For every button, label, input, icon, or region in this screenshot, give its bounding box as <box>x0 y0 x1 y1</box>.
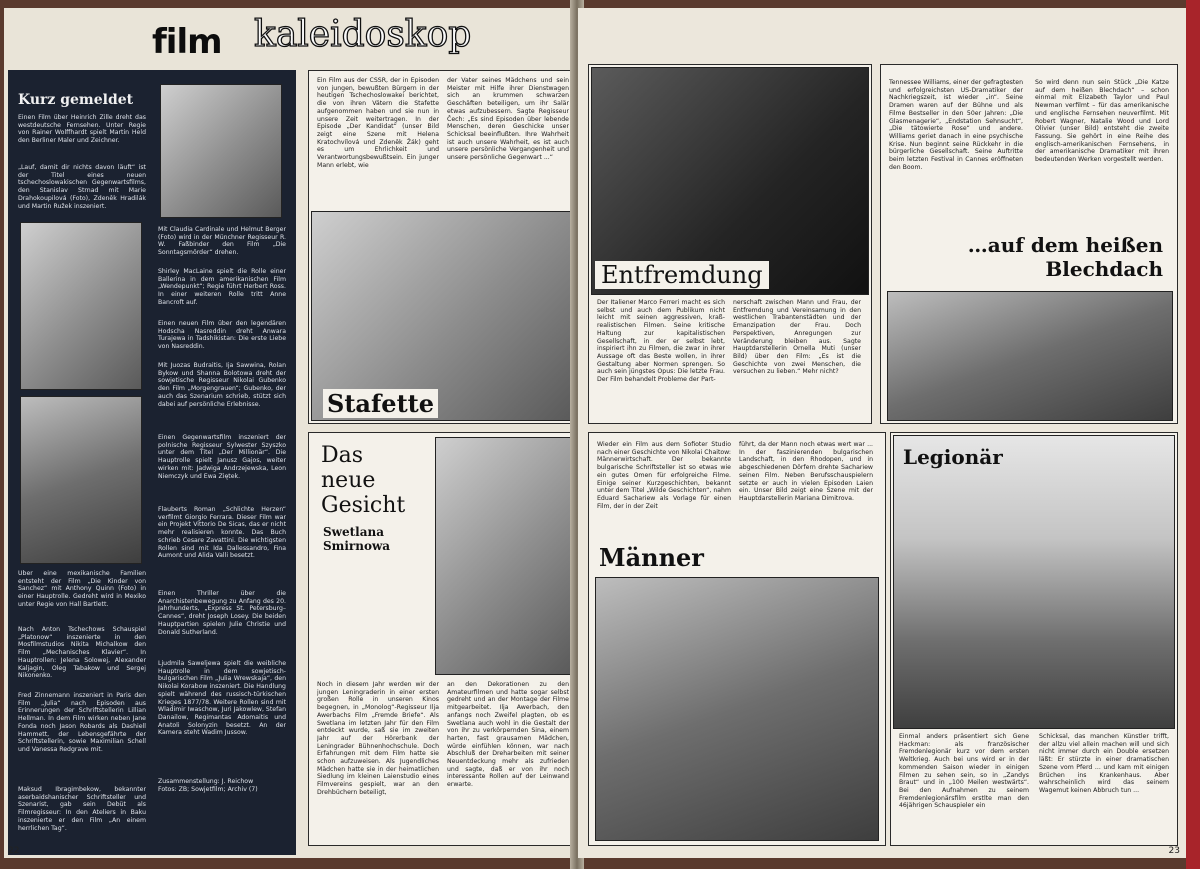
stafette-text-2: der Vater seines Mädchens und sein Meister mit Hilfe ihrer Dienstwagen sich an krummen schwarzen Geschäften beteiligen, um ihr Salär etwas aufzubessern. Sagte Regisseur Čech: „Es sind Episoden über lebende Menschen, deren Geschicke unser Schicksal beeinflußten. Ihre Wahrheit ist auch unsere Wahrheit, es ist auch unsere persönliche Vergangenheit und unsere persönliche Gegenwart ...“ <box>447 77 569 162</box>
kurz-gemeldet-heading: Kurz gemeldet <box>18 92 134 108</box>
maenner-heading: Männer <box>599 543 704 572</box>
blechdach-article <box>880 64 1178 424</box>
neues-gesicht-subheading <box>323 525 390 553</box>
photo-drahokoupilova <box>20 222 142 390</box>
blechdach-text-2: So wird denn nun sein Stück „Die Katze auf dem heißen Blechdach“ – schon einmal mit Elizabeth Taylor und Paul Newman verfilmt – für das amerikanische und englische Fernsehen neuverfilmt. Mit Robert Wagner, Natalie Wood und Lord Olivier (unser Bild) entsteht die zweite Fassung. Sie gehört in eine Reihe des englisch-amerikanischen Fernsehens, in der amerikanische Dramatiker mit ihren bedeutenden Werken vorgestellt werden. <box>1035 79 1169 164</box>
neues-gesicht-line-1: Das <box>321 443 364 468</box>
kurz-text-maclaine: Shirley MacLaine spielt die Rolle einer Ballerina in dem amerikanischen Film „Wendepunkt“; Regie führt Herbert Ross. In einer weiteren Rolle tritt Anne Bancroft auf. <box>158 268 286 306</box>
blechdach-heading <box>968 233 1163 281</box>
photo-helmut-berger <box>160 84 282 218</box>
neues-gesicht-line-2: neue <box>321 468 376 493</box>
photo-anthony-quinn <box>20 396 142 564</box>
entfremdung-text-1: Der Italiener Marco Ferreri macht es sich selbst und auch dem Publikum nicht leicht mit seinen aggressiven, kraß-realistischen Filmen. Seine kritische Haltung zur kapitalistischen Gesellschaft, in der er selbst lebt, inspiriert ihn zu Filmen, die zwar in ihrer Aussage oft das Beste wollen, in ihrer Gestaltung aber Normen sprengen. So auch sein jüngstes Opus: Die letzte Frau. Der Film behandelt Probleme der Part- <box>597 299 725 384</box>
legionaer-text-2: Schicksal, das manchen Künstler trifft, der allzu viel allein machen will und sich nicht immer durch ein Double ersetzen läßt: Er stürzte in einer dramatischen Szene vom Pferd ... und kam mit einigen Brüchen ins Krankenhaus. Aber wahrscheinlich wird das seinem Wagemut keinen Abbruch tun ... <box>1039 733 1169 794</box>
neues-gesicht-heading <box>321 443 405 518</box>
maenner-text-1: Wieder ein Film aus dem Sofioter Studio nach einer Geschichte von Nikolai Chaitow: Männerwirtschaft. Der bekannte bulgarische Schriftsteller ist so etwas wie ein gutes Omen für erfolgreiche Filme. Einige seiner Kurzgeschichten, bekannt unter dem Titel „Wilde Geschichten“, nahm Eduard Sachariew als Vorlage für einen Film, der in der Zeit <box>597 441 731 510</box>
kurz-text-julia: Fred Zinnemann inszeniert in Paris den Film „Julia“ nach Episoden aus Erinnerungen der Schriftstellerin Lillian Hellman. In dem Film wirken neben Jane Fonda noch Jason Robards als Dashiell Hammett, der Lebensgefährte der Schriftstellerin, sowie Maximilian Schell und Vanessa Redgrave mit. <box>18 692 146 753</box>
kurz-text-losey: Einen Thriller über die Anarchistenbewegung zu Anfang des 20. Jahrhunderts, „Express St. Petersburg–Cannes“, dreht Joseph Losey. Die beiden Hauptpartien spielen Julie Christie und Donald Sutherland. <box>158 590 286 636</box>
kurz-text-sanchez: Über eine mexikanische Familien entsteht der Film „Die Kinder von Sanchez“ mit Anthony Quinn (Foto) in einer Hauptrolle. Gedreht wird in Mexiko unter Regie von Hall Bartlett. <box>18 570 146 608</box>
masthead-film: film <box>152 22 222 62</box>
stafette-article <box>308 70 576 424</box>
kurz-text-flaubert: Flauberts Roman „Schlichte Herzen“ verfilmt Giorgio Ferrara. Dieser Film war ein Projekt Vittorio De Sicas, das er nicht mehr realisieren konnte. Das Buch schrieb Cesare Zavattini. Die wichtigsten Rollen sind mit Ida Dallessandro, Fina Aumont und Alida Valli besetzt. <box>158 506 286 560</box>
photo-swetlana-smirnowa <box>435 437 573 675</box>
kurz-text-gubenko: Mit Juozas Budraitis, Ija Sawwina, Rolan Bykow und Shanna Bolotowa dreht der sowjetische Regisseur Nikolai Gubenko den Film „Morgengrauen“; Gubenko, der auch das Szenarium schrieb, stützt sich dabei auf persönliche Erlebnisse. <box>158 362 286 408</box>
photo-gene-hackman <box>893 435 1175 729</box>
kurz-text-lauf: „Lauf, damit dir nichts davon läuft“ ist der Titel eines neuen tschechoslowakischen Gegenwartsfilms, den Stanislav Strnad mit Marie Drahokoupilová (Foto), Zdeněk Hradilák und Martin Ružek inszeniert. <box>18 164 146 210</box>
neues-gesicht-line-3: Gesicht <box>321 493 406 518</box>
blechdach-heading-line-1: …auf dem heißen <box>967 233 1163 257</box>
kurz-text-ibragimbekow: Maksud Ibragimbekow, bekannter aserbaidshanischer Schriftsteller und Szenarist, gab sein Debüt als Filmregisseur: In den Ateliers in Baku inszenierte er den Film „An einem herrlichen Tag“. <box>18 786 146 832</box>
stafette-text-1: Ein Film aus der ČSSR, der in Episoden von jungen, bewußten Bürgern in der heutigen Tschechoslowakei berichtet, die von ihren Vätern die Stafette aufgenommen haben und sie nun in unsere Zeit weitertragen. In der Episode „Der Kandidat“ (unser Bild zeigt eine Szene mit Helena Kratochvílová und Zdeněk Žák) geht es um Ehrlichkeit und Verantwortungsbewußtsein. Ein junger Mann erlebt, wie <box>317 77 439 169</box>
left-page <box>4 8 576 858</box>
entfremdung-text-2: nerschaft zwischen Mann und Frau, der Entfremdung und Vereinsamung in den westlichen Trabantenstädten und der Emanzipation der Frau. Doch Perspektiven, Anregungen zur Veränderung bleiben aus. Sagte Hauptdarstellerin Ornella Muti (unser Bild) über den Film: „Es ist die Geschichte von zwei Menschen, die versuchen zu lieben.“ Mehr nicht? <box>733 299 861 376</box>
blechdach-heading-line-2: Blechdach <box>1045 257 1163 281</box>
blechdach-text-1: Tennessee Williams, einer der gefragtesten und erfolgreichsten US-Dramatiker der Nachkriegszeit, ist wieder „in“. Seine Dramen waren auf der Bühne und als Filme Bestseller in den 50er Jahren: „Die Glasmenagerie“, „Endstation Sehnsucht“, „Die tätowierte Rose“ und andere. Williams geriet danach in eine psychische Krise. Nun beginnt seine Rückkehr in die bürgerliche Gesellschaft. Seine Auftritte beim letzten Festival in Cannes eröffneten den Boom. <box>889 79 1023 171</box>
kurz-text-zille: Einen Film über Heinrich Zille dreht das westdeutsche Fernsehen. Unter Regie von Rainer Wolffhardt spielt Martin Held den Berliner Maler und Zeichner. <box>18 114 146 145</box>
kurz-gemeldet-panel <box>8 70 296 855</box>
photo-maenner-scene <box>595 577 879 841</box>
photo-wagner-wood-olivier <box>887 291 1173 421</box>
neues-gesicht-text-1: Noch in diesem Jahr werden wir der jungen Leningraderin in einer ersten großen Rolle in unseren Kinos begegnen, in „Monolog“-Regisseur Ilja Awerbachs Film „Fremde Briefe“. Als Swetlana im letzten Jahr für den Film entdeckt wurde, saß sie im zweiten Jahr auf der Hörerbank der Leningrader Bühnenhochschule. Doch Erfahrungen mit dem Film hatte sie schon aufzuweisen. Als Jugendliches Mädchen hatte sie in der heimatlichen Siedlung im kleinen Laienstudio eines Filmvereins gespielt, war an den Drehbüchern beteiligt, <box>317 681 439 796</box>
page-number-right: 23 <box>1168 846 1180 856</box>
legionaer-heading: Legionär <box>903 445 1003 469</box>
legionaer-article <box>890 432 1178 846</box>
kurz-text-cardinale: Mit Claudia Cardinale und Helmut Berger (Foto) wird in der Münchner Regisseur R. W. Faßbinder den Film „Die Sonntagsmörder“ drehen. <box>158 226 286 257</box>
stafette-heading: Stafette <box>323 389 438 418</box>
neues-gesicht-text-2: an den Dekorationen zu den Amateurfilmen und hatte sogar selbst gedreht und an der Montage der Filme mitgearbeitet. Ilja Awerbach, den anfangs noch Zweifel plagten, ob es Swetlana auch wohl in die Gestalt der von ihr zu verkörpernden Sina, einem harten, fast grausamen Mädchen, würde einfühlen können, war nach Abschluß der Dreharbeiten mit seiner Neuentdeckung mehr als zufrieden und sagte, daß er von ihr noch interessante Rollen auf der Leinwand erwarte. <box>447 681 569 789</box>
smirnowa-line: Smirnowa <box>323 539 391 553</box>
masthead-kaleidoskop: kaleidoskop <box>254 14 472 55</box>
neues-gesicht-article <box>308 432 576 846</box>
entfremdung-article <box>588 64 872 424</box>
kurz-text-platonow: Nach Anton Tschechows Schauspiel „Platonow“ inszenierte in den Mosfilmstudios Nikita Michalkow den Film „Mechanisches Klavier“. In Hauptrollen: Jelena Solowej, Alexander Kaljagin, Oleg Tabakow und Sergej Nikonenko. <box>18 626 146 680</box>
kurz-text-nasreddin: Einen neuen Film über den legendären Hodscha Nasreddin dreht Anwara Turajewa in Tadshikistan: Die erste Liebe von Nasreddin. <box>158 320 286 351</box>
legionaer-text-1: Einmal anders präsentiert sich Gene Hackman: als französischer Fremdenlegionär kurz vor dem ersten Weltkrieg. Auch bei uns wird er in der kommenden Saison wieder in einigen Filmen zu sehen sein, so in „Zandys Braut“ und in „100 Meilen westwärts“. Bei den Aufnahmen zu seinem Fremdenlegionärsfilm erstlte man den 46jährigen Schauspieler ein <box>899 733 1029 810</box>
page-number-left: 22 <box>8 846 20 856</box>
kurz-text-millionaer: Einen Gegenwartsfilm inszeniert der polnische Regisseur Sylwester Szyszko unter dem Titel „Der Millionär“. Die Hauptrolle spielt Janusz Gajos, weiter wirken mit: Jadwiga Andrzejewska, Leon Niemczyk und Ewa Ziętek. <box>158 434 286 480</box>
kurz-text-saweljewa: Ljudmila Saweljewa spielt die weibliche Hauptrolle in dem sowjetisch-bulgarischen Film „Julia Wrewskaja“, den Nikolai Korabow inszeniert. Die Handlung spielt während des russisch-türkischen Krieges 1877/78. Weitere Rollen sind mit Wladimir Iwaschow, Juri Jakowlew, Stefan Danailow, Regimantas Adomaitis und Anatoli Solonyzin besetzt. An der Kamera steht Wadim Jussow. <box>158 660 286 737</box>
kurz-credits: Zusammenstellung: J. Reichow Fotos: ZB; Sowjetfilm; Archiv (7) <box>158 778 258 793</box>
maenner-text-2: führt, da der Mann noch etwas wert war ... In der faszinierenden bulgarischen Landschaft, in den Rhodopen, und in abgeschiedenen Dörfern drehte Sachariew seinen Film. Neben Berufsschauspielern setzte er auch in vielen Episoden Laien ein. Unser Bild zeigt eine Szene mit der Hauptdarstellerin Mariana Dimitrova. <box>739 441 873 502</box>
right-page <box>578 8 1186 858</box>
binder-edge <box>1186 0 1200 869</box>
maenner-article <box>588 432 886 846</box>
swetlana-line: Swetlana <box>323 525 385 539</box>
entfremdung-heading: Entfremdung <box>595 261 769 289</box>
